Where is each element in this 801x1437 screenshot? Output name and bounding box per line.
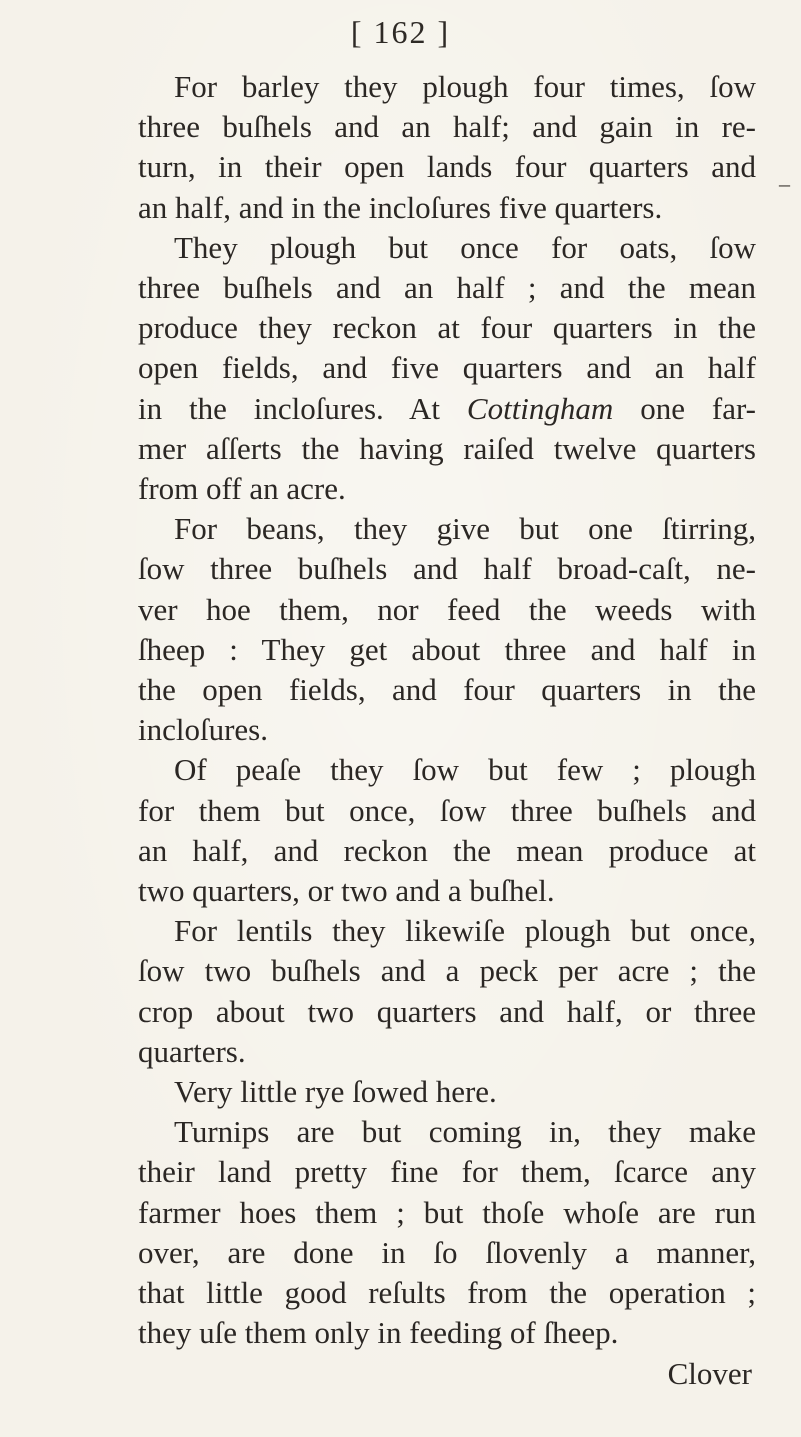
text-line: three buſhels and an half ; and the mean <box>138 270 756 306</box>
text-line: over, are done in ſo ſlovenly a manner, <box>138 1234 756 1270</box>
page-number: [ 162 ] <box>350 14 451 50</box>
text-line: For barley they plough four times, ſow <box>174 69 756 104</box>
text-line: for them but once, ſow three buſhels and <box>138 792 756 828</box>
catchword: Clover <box>667 1355 752 1391</box>
text-line: ſow three buſhels and half broad-caſt, ne- <box>138 551 756 587</box>
text-line: Of peaſe they ſow but few ; plough <box>174 752 756 788</box>
body-text <box>138 67 756 1394</box>
text-line: ſheep : They get about three and half in <box>138 631 756 667</box>
text-line: farmer hoes them ; but thoſe whoſe are run <box>138 1194 756 1230</box>
text-segment: one far- <box>613 390 756 426</box>
text-line: ver hoe them, nor feed the weeds with <box>138 591 756 627</box>
text-line: the open fields, and four quarters in the <box>138 672 756 708</box>
text-line: For lentils they likewiſe plough but once, <box>174 913 756 949</box>
text-line: turn, in their open lands four quarters and <box>138 149 756 185</box>
text-line: an half, and in the incloſures five quarters. <box>138 189 663 225</box>
text-segment: in the incloſures. At <box>138 390 467 426</box>
text-line: mer aſſerts the having raiſed twelve quarters <box>138 430 756 466</box>
text-line: that little good reſults from the operation ; <box>138 1275 756 1311</box>
text-line: they uſe them only in feeding of ſheep. <box>138 1315 619 1351</box>
text-line: produce they reckon at four quarters in the <box>138 310 756 346</box>
text-line: three buſhels and an half; and gain in re- <box>138 109 756 145</box>
text-line: quarters. <box>138 1033 246 1069</box>
text-line: an half, and reckon the mean produce at <box>138 832 756 868</box>
text-line: open fields, and five quarters and an half <box>138 350 756 386</box>
text-line: For beans, they give but one ſtirring, <box>174 511 756 547</box>
text-line: Very little rye ſowed here. <box>174 1074 497 1110</box>
text-line: incloſures. <box>138 712 268 748</box>
text-line: ſow two buſhels and a peck per acre ; the <box>138 953 756 989</box>
text-line: They plough but once for oats, ſow <box>174 229 756 265</box>
text-line: from off an acre. <box>138 471 346 507</box>
place-name: Cottingham <box>466 390 614 426</box>
text-line: Turnips are but coming in, they make <box>174 1114 756 1150</box>
text-line: their land pretty fine for them, ſcarce any <box>138 1154 756 1190</box>
text-line <box>138 389 756 429</box>
margin-dash-mark: – <box>779 171 790 196</box>
text-line: crop about two quarters and half, or three <box>138 993 756 1029</box>
text-line: two quarters, or two and a buſhel. <box>138 873 555 909</box>
